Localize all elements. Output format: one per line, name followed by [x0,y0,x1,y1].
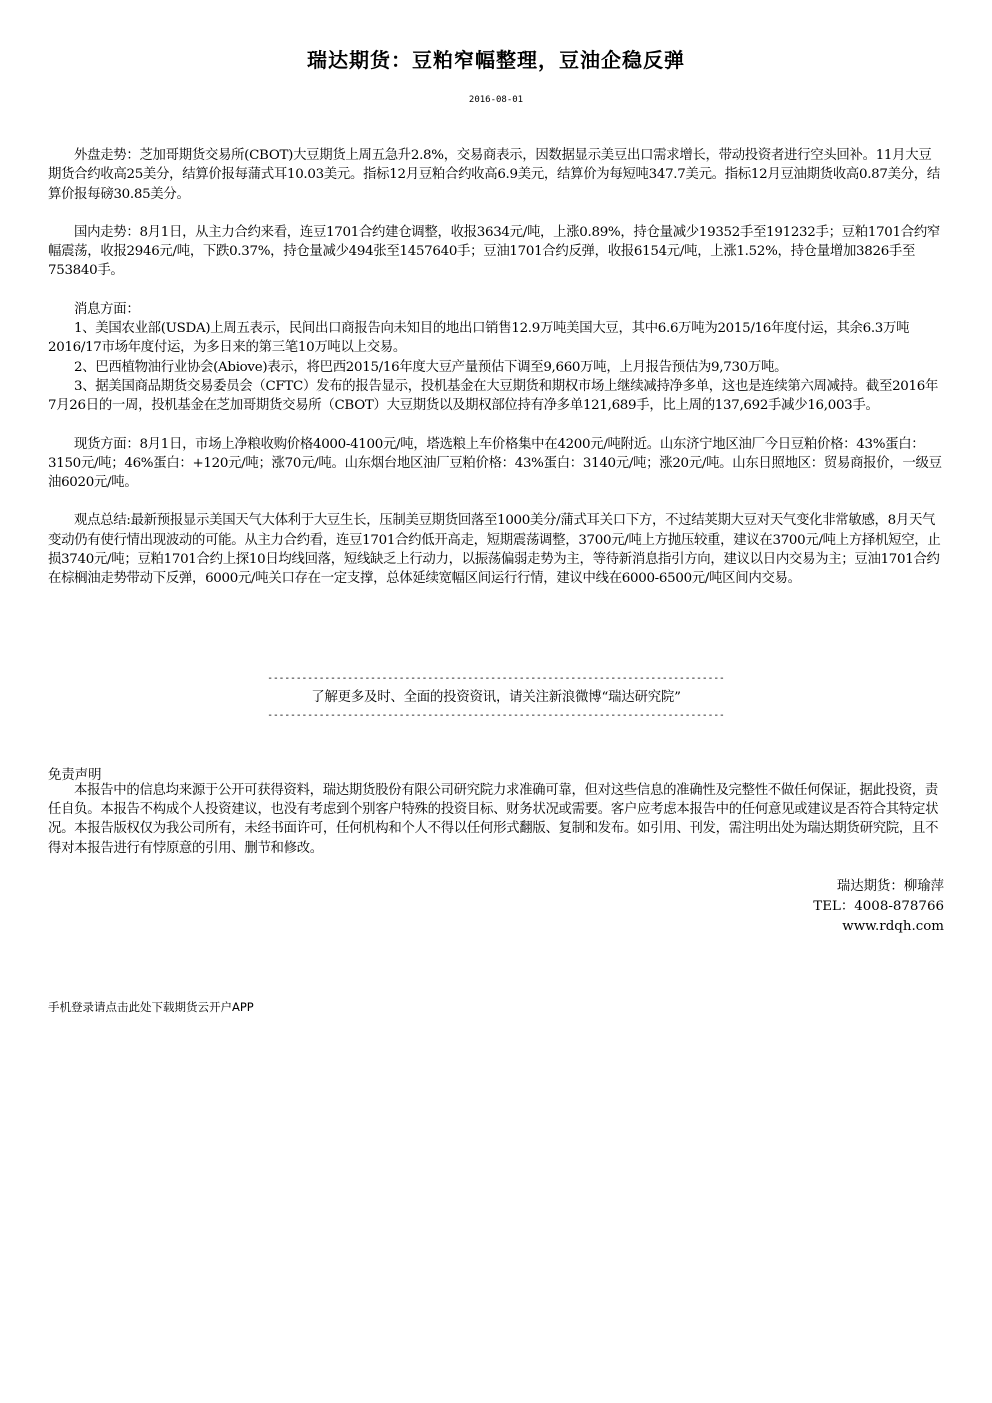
report-body [48,146,944,589]
weibo-banner [260,670,732,725]
signature-author: 瑞达期货：柳瑜萍 [836,879,944,894]
download-app-link[interactable]: 手机登录请点击此处下载期货云开户APP [48,1000,254,1014]
signature-block [813,877,944,937]
signature-website[interactable]: www.rdqh.com [842,919,944,934]
news-item: 1、美国农业部(USDA)上周五表示，民间出口商报告向未知目的地出口销售12.9万吨美国大豆，其中6.6万吨为2015/16年度付运，其余6.3万吨2016/17市场年度付运，为多日来的第三笔10万吨以上交易。 [48,321,910,356]
divider-top: -------------------------------------------------------------------------------- [267,673,725,684]
weibo-banner-text: 了解更多及时、全面的投资资讯，请关注新浪微博“瑞达研究院” [311,690,681,705]
disclaimer-title: 免责声明 [48,768,102,783]
report-date: 2016-08-01 [468,95,524,105]
summary-paragraph: 观点总结:最新预报显示美国天气大体利于大豆生长，压制美豆期货回落至1000美分/蒲式耳关口下方，不过结荚期大豆对天气变化非常敏感，8月天气变动仍有使行情出现波动的可能。从主力合约看，连豆1701合约低开高走，短期震荡调整，3700元/吨上方抛压较重，建议在3700元/吨上方择机短空，止损3740元/吨；豆粕1701合约上探10日均线回落，短线缺乏上行动力，以振荡偏弱走势为主，等待新消息指引方向，建议以日内交易为主；豆油1701合约在棕榈油走势带动下反弹，6000元/吨关口存在一定支撑，总体延续宽幅区间运行行情，建议中线在6000-6500元/吨区间内交易。 [48,513,941,587]
divider-bottom: -------------------------------------------------------------------------------- [267,710,725,721]
news-heading: 消息方面： [74,301,140,317]
domestic-paragraph: 国内走势：8月1日，从主力合约来看，连豆1701合约建仓调整，收报3634元/吨，上涨0.89%，持仓量减少19352手至191232手；豆粕1701合约窄幅震荡，收报2946元/吨，下跌0.37%，持仓量减少494张至1457640手；豆油1701合约反弹，收报6154元/吨，上涨1.52%，持仓量增加3826手至753840手。 [48,224,940,279]
disclaimer-text: 本报告中的信息均来源于公开可获得资料，瑞达期货股份有限公司研究院力求准确可靠，但对这些信息的准确性及完整性不做任何保证，据此投资，责任自负。本报告不构成个人投资建议，也没有考虑到个别客户特殊的投资目标、财务状况或需要。客户应考虑本报告中的任何意见或建议是否符合其特定状况。本报告版权仅为我公司所有，未经书面许可，任何机构和个人不得以任何形式翻版、复制和发布。如引用、刊发，需注明出处为瑞达期货研究院，且不得对本报告进行有悖原意的引用、删节和修改。 [48,783,939,856]
news-item: 2、巴西植物油行业协会(Abiove)表示，将巴西2015/16年度大豆产量预估下调至9,660万吨，上月报告预估为9,730万吨。 [74,359,788,375]
document-title: 瑞达期货：豆粕窄幅整理，豆油企稳反弹 [307,48,685,72]
spot-paragraph: 现货方面：8月1日，市场上净粮收购价格4000-4100元/吨，塔选粮上车价格集中在4200元/吨附近。山东济宁地区油厂今日豆粕价格：43%蛋白：3150元/吨；46%蛋白：+120元/吨；涨70元/吨。山东烟台地区油厂豆粕价格：43%蛋白：3140元/吨；涨20元/吨。山东日照地区：贸易商报价，一级豆油6020元/吨。 [48,436,942,491]
news-item: 3、据美国商品期货交易委员会（CFTC）发布的报告显示，投机基金在大豆期货和期权市场上继续减持净多单，这也是连续第六周减持。截至2016年7月26日的一周，投机基金在芝加哥期货交易所（CBOT）大豆期货以及期权部位持有净多单121,689手，比上周的137,692手减少16,003手。 [48,378,939,414]
signature-tel: TEL：4008-878766 [813,899,944,914]
overseas-paragraph: 外盘走势：芝加哥期货交易所(CBOT)大豆期货上周五急升2.8%，交易商表示，因数据显示美豆出口需求增长，带动投资者进行空头回补。11月大豆期货合约收高25美分，结算价报每蒲式耳10.03美元。指标12月豆粕合约收高6.9美元，结算价为每短吨347.7美元。指标12月豆油期货收高0.87美分，结算价报每磅30.85美分。 [48,148,940,202]
